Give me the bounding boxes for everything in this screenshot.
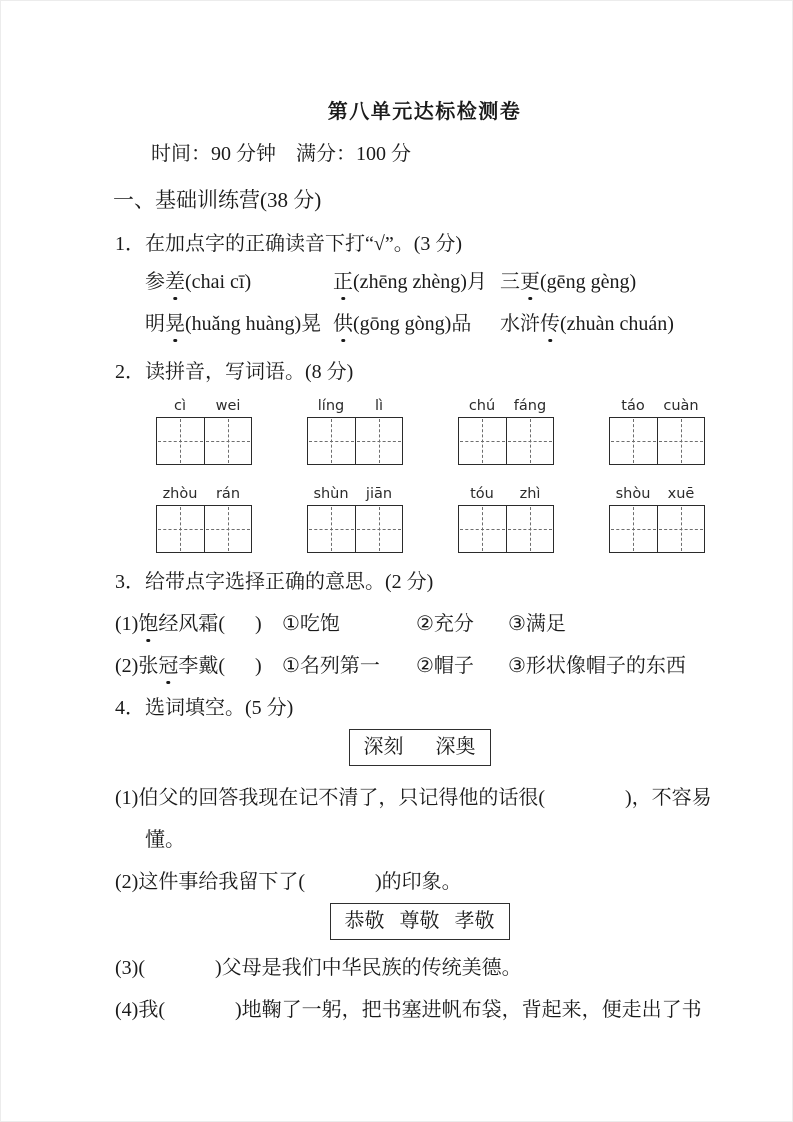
writing-box <box>307 505 403 553</box>
word-bank-word: 深奥 <box>435 736 476 758</box>
writing-cell <box>610 506 657 552</box>
pinyin-row <box>307 484 403 505</box>
writing-cell <box>308 418 355 464</box>
q4-lines-1 <box>115 783 724 897</box>
fill-blank-line: 懂。 <box>145 829 185 851</box>
q2-prompt: 2．读拼音，写词语。(8 分) <box>115 361 354 383</box>
meaning-choice-row <box>115 609 724 639</box>
word-bank-word: 深刻 <box>363 736 404 758</box>
emphasized-char: 差 <box>165 267 185 297</box>
emphasized-char: 传 <box>540 309 560 339</box>
writing-box <box>609 417 705 465</box>
writing-box <box>156 417 252 465</box>
pinyin-label: xuē <box>667 486 695 502</box>
pinyin-label: jiān <box>365 486 393 502</box>
emphasized-char: 晃 <box>165 309 185 339</box>
word-bank-1 <box>349 729 491 766</box>
section-heading: 一、基础训练营(38 分) <box>113 188 322 212</box>
q2-grid-row-1 <box>156 396 724 465</box>
pinyin-label: shòu <box>615 486 651 502</box>
q3-option: ③满足 <box>508 613 566 635</box>
reading-choice-item: 供(gōng gòng)品 <box>333 309 500 339</box>
writing-cell <box>657 418 705 464</box>
writing-cell <box>157 506 204 552</box>
word-bank-word: 恭敬 <box>344 910 385 932</box>
pinyin-row <box>609 484 705 505</box>
word-writing-group <box>307 484 403 553</box>
q2-grid-row-2 <box>156 484 724 553</box>
pinyin-label: zhòu <box>162 486 198 502</box>
q1-prompt: 1．在加点字的正确读音下打“√”。(3 分) <box>115 233 463 255</box>
q3-option: ①吃饱 <box>282 613 340 635</box>
reading-choice-item: 参差(chai cī) <box>145 267 333 297</box>
pinyin-label: rán <box>215 486 241 502</box>
word-bank-1-wrap <box>115 729 724 767</box>
q3-option: ②充分 <box>416 613 474 635</box>
writing-cell <box>204 506 252 552</box>
word-bank-2 <box>330 903 510 940</box>
word-bank-word: 尊敬 <box>399 910 440 932</box>
q1-items <box>145 267 724 339</box>
pinyin-label: chú <box>468 398 496 414</box>
writing-cell <box>610 418 657 464</box>
q3-option: ②帽子 <box>416 655 474 677</box>
q3-option: ③形状像帽子的东西 <box>508 655 686 677</box>
pinyin-label: wei <box>215 398 241 414</box>
emphasized-char: 冠 <box>158 651 178 681</box>
meaning-choice-row <box>115 651 724 681</box>
pinyin-row <box>156 396 252 417</box>
writing-cell <box>308 506 355 552</box>
pinyin-row <box>307 396 403 417</box>
writing-box <box>458 417 554 465</box>
q3-stem: (1)饱经风霜( ) <box>115 609 282 639</box>
fill-blank-line: (2)这件事给我留下了( )的印象。 <box>115 871 462 893</box>
pinyin-row <box>609 396 705 417</box>
writing-cell <box>355 418 403 464</box>
pinyin-label: shùn <box>313 486 349 502</box>
fill-blank-line: (3)( )父母是我们中华民族的传统美德。 <box>115 957 522 979</box>
word-writing-group <box>458 484 554 553</box>
writing-box <box>307 417 403 465</box>
word-writing-group <box>609 396 705 465</box>
word-bank-word: 孝敬 <box>454 910 495 932</box>
writing-cell <box>506 506 554 552</box>
q3-prompt: 3．给带点字选择正确的意思。(2 分) <box>115 571 434 593</box>
pinyin-label: zhì <box>519 486 541 502</box>
reading-choice-item: 三更(gēng gèng) <box>500 267 724 297</box>
pinyin-row <box>156 484 252 505</box>
emphasized-char: 供 <box>333 309 353 339</box>
reading-choice-item: 明晃(huǎng huàng)晃 <box>145 309 333 339</box>
exam-meta: 时间：90 分钟 满分：100 分 <box>151 143 411 165</box>
writing-cell <box>459 418 506 464</box>
q4-prompt: 4．选词填空。(5 分) <box>115 697 294 719</box>
writing-cell <box>355 506 403 552</box>
word-bank-2-wrap <box>115 903 724 941</box>
pinyin-label: táo <box>621 398 645 414</box>
writing-cell <box>657 506 705 552</box>
pinyin-label: cì <box>173 398 186 414</box>
pinyin-label: fáng <box>513 398 547 414</box>
reading-choice-item: 水浒传(zhuàn chuán) <box>500 309 724 339</box>
writing-cell <box>204 418 252 464</box>
pinyin-row <box>458 484 554 505</box>
q3-stem: (2)张冠李戴( ) <box>115 651 282 681</box>
fill-blank-line: (4)我( )地鞠了一躬，把书塞进帆布袋，背起来，便走出了书 <box>115 999 702 1021</box>
pinyin-label: cuàn <box>663 398 699 414</box>
word-writing-group <box>458 396 554 465</box>
q3-rows <box>115 609 724 681</box>
emphasized-char: 正 <box>333 267 353 297</box>
writing-box <box>458 505 554 553</box>
word-writing-group <box>156 484 252 553</box>
writing-box <box>609 505 705 553</box>
q3-option: ①名列第一 <box>282 655 380 677</box>
emphasized-char: 饱 <box>138 609 158 639</box>
page-title: 第八单元达标检测卷 <box>327 101 522 123</box>
writing-cell <box>459 506 506 552</box>
pinyin-label: tóu <box>470 486 494 502</box>
pinyin-label: lì <box>374 398 384 414</box>
word-writing-group <box>156 396 252 465</box>
word-writing-group <box>609 484 705 553</box>
pinyin-row <box>458 396 554 417</box>
emphasized-char: 更 <box>520 267 540 297</box>
reading-choice-item: 正(zhēng zhèng)月 <box>333 267 500 297</box>
pinyin-label: líng <box>317 398 345 414</box>
word-writing-group <box>307 396 403 465</box>
writing-cell <box>157 418 204 464</box>
writing-box <box>156 505 252 553</box>
writing-cell <box>506 418 554 464</box>
fill-blank-line: (1)伯父的回答我现在记不清了，只记得他的话很( )，不容易 <box>115 787 712 809</box>
q4-lines-2 <box>115 953 724 1025</box>
